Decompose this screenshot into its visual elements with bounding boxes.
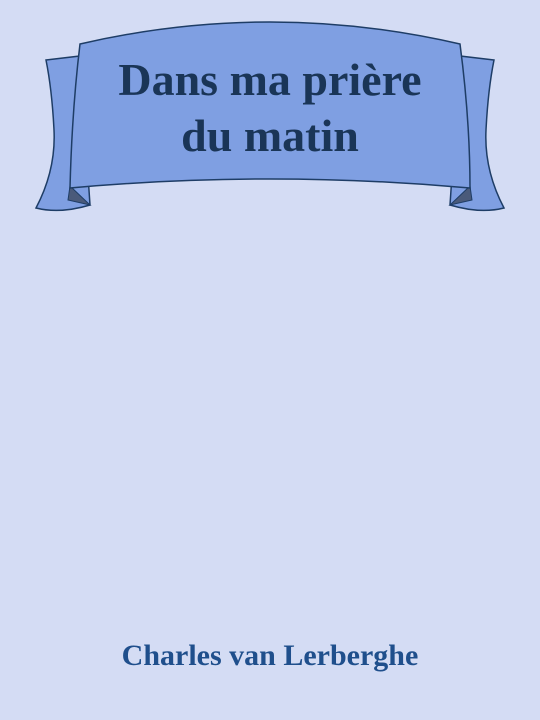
book-title-line-1: Dans ma prière <box>118 54 422 105</box>
book-title-line-2: du matin <box>181 110 359 161</box>
book-title <box>70 52 470 164</box>
book-author: Charles van Lerberghe <box>121 639 419 672</box>
